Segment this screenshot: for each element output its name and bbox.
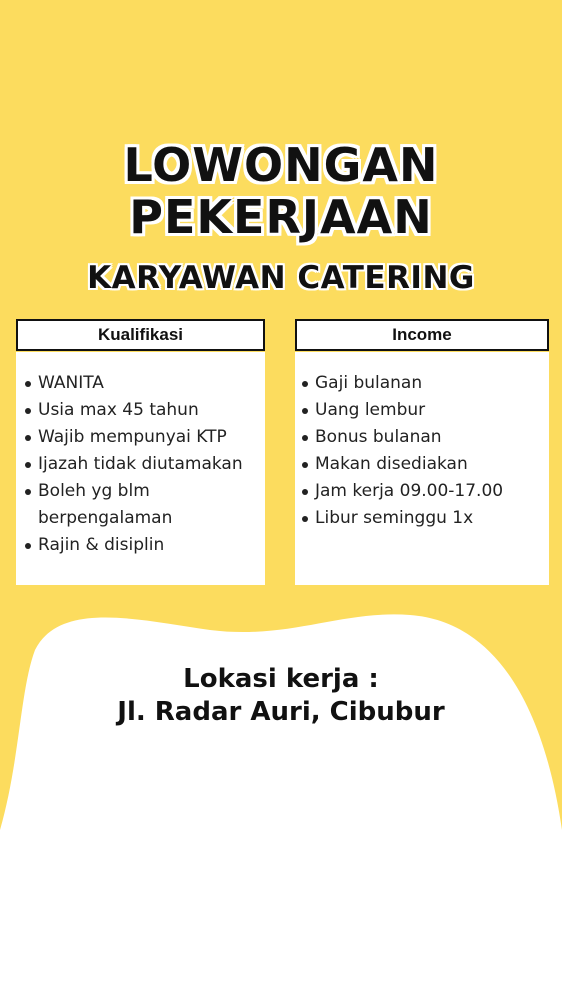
income-heading: Income (295, 319, 549, 351)
list-item: Wajib mempunyai KTP (22, 424, 262, 451)
list-item: Boleh yg blm berpengalaman (22, 478, 262, 532)
list-item: Uang lembur (299, 397, 547, 424)
title-line-2: PEKERJAAN (129, 190, 433, 244)
list-item: Usia max 45 tahun (22, 397, 262, 424)
list-item: Rajin & disiplin (22, 532, 262, 559)
qualifications-heading: Kualifikasi (16, 319, 265, 351)
list-item: Ijazah tidak diutamakan (22, 451, 262, 478)
list-item: Bonus bulanan (299, 424, 547, 451)
income-list (299, 370, 547, 532)
list-item: Jam kerja 09.00-17.00 (299, 478, 547, 505)
list-item: Gaji bulanan (299, 370, 547, 397)
subtitle: KARYAWAN CATERING (87, 260, 475, 296)
location-label: Lokasi kerja : (183, 664, 379, 694)
list-item: Makan disediakan (299, 451, 547, 478)
title-line-1: LOWONGAN (123, 138, 439, 192)
list-item: WANITA (22, 370, 262, 397)
location-address: Jl. Radar Auri, Cibubur (117, 697, 445, 727)
qualifications-list (22, 370, 262, 559)
list-item: Libur seminggu 1x (299, 505, 547, 532)
